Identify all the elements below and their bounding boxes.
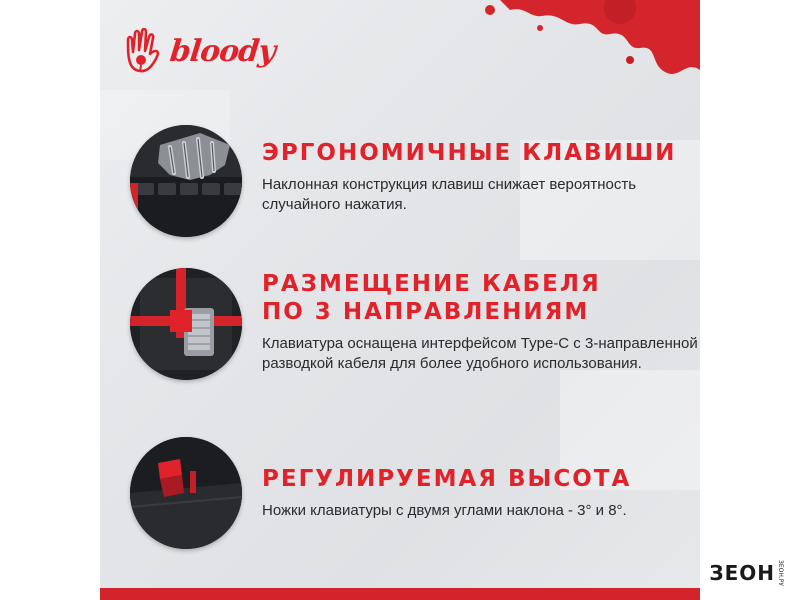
- feature-image: [130, 268, 242, 380]
- watermark-subtext: ЗЕОН.РУ: [777, 559, 784, 586]
- feature-image: [130, 437, 242, 549]
- watermark-logo: [709, 560, 784, 586]
- feature-title-line-1: РАЗМЕЩЕНИЕ КАБЕЛЯ: [262, 271, 601, 297]
- feature-description: Клавиатура оснащена интерфейсом Type-C с 3-направленной разводкой кабеля для более удобного использования.: [262, 335, 698, 372]
- feature-title-line-2: ПО 3 НАПРАВЛЕНИЯМ: [262, 299, 590, 325]
- keyboard-feet-icon: [130, 437, 242, 549]
- brand-name: bloody: [168, 33, 277, 69]
- feature-image: [130, 125, 242, 237]
- feature-description: Наклонная конструкция клавиш снижает вероятность случайного нажатия.: [262, 176, 637, 213]
- paint-splash-icon: [480, 0, 700, 90]
- feature-description: Ножки клавиатуры с двумя углами наклона - 3° и 8°.: [262, 502, 627, 519]
- bottom-accent-bar: [100, 588, 700, 600]
- feature-text: [262, 270, 700, 374]
- watermark-text: ЗЕОН: [709, 560, 775, 585]
- feature-title: ЭРГОНОМИЧНЫЕ КЛАВИШИ: [262, 140, 677, 166]
- cable-routing-icon: [130, 268, 242, 380]
- bloody-hand-icon: [122, 28, 164, 74]
- feature-text: [262, 465, 700, 521]
- feature-title: РЕГУЛИРУЕМАЯ ВЫСОТА: [262, 466, 632, 492]
- brand-logo: [122, 28, 275, 74]
- feature-text: [262, 139, 700, 215]
- hand-on-keys-icon: [130, 125, 242, 237]
- promo-panel: [100, 0, 700, 600]
